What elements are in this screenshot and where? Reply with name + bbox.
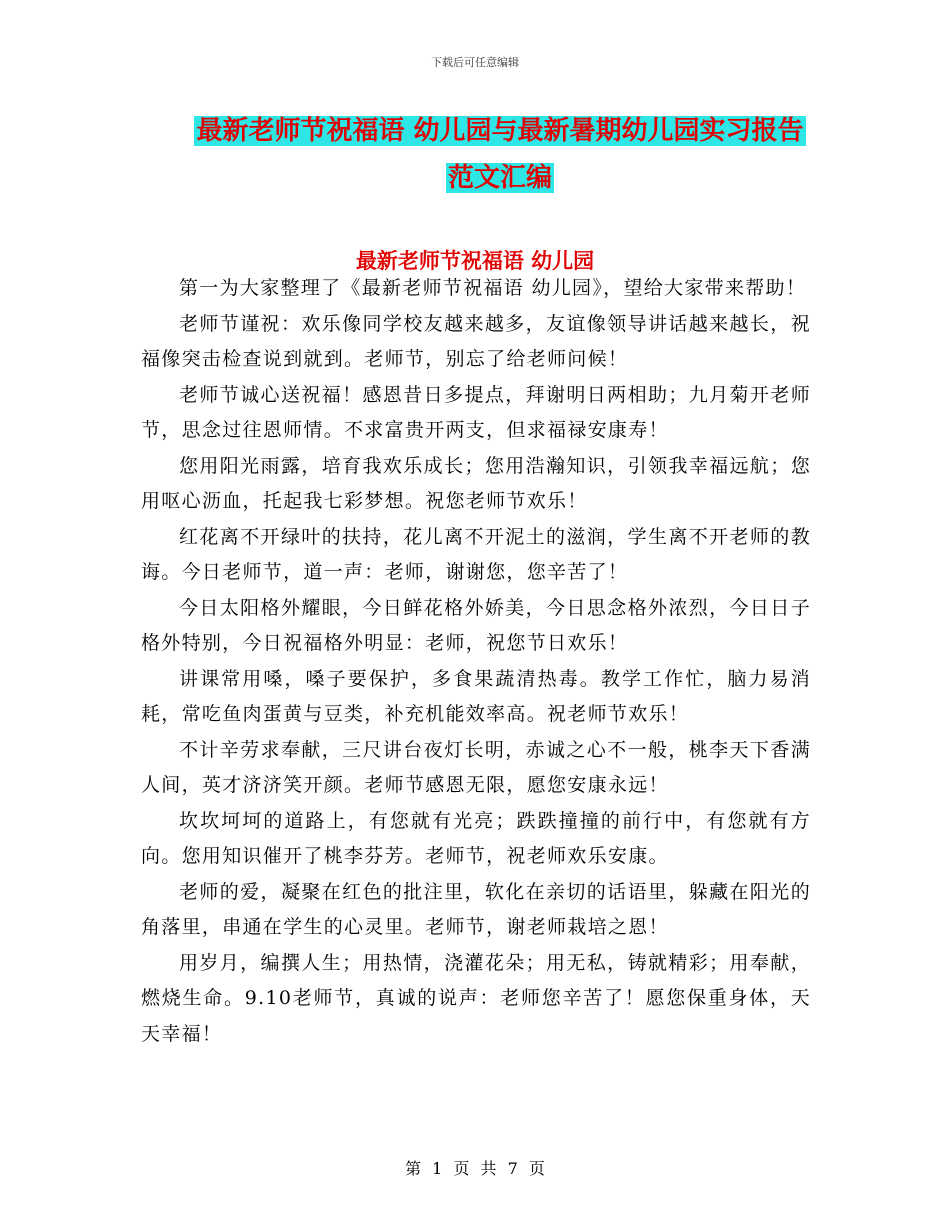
paragraph: 红花离不开绿叶的扶持，花儿离不开泥土的滋润，学生离不开老师的教诲。今日老师节，道一声：老师，谢谢您，您辛苦了！ bbox=[141, 525, 811, 583]
paragraph: 讲课常用嗓，嗓子要保护，多食果蔬清热毒。教学工作忙，脑力易消耗，常吃鱼肉蛋黄与豆类，补充机能效率高。祝老师节欢乐！ bbox=[141, 667, 811, 725]
paragraph: 老师的爱，凝聚在红色的批注里，软化在亲切的话语里，躲藏在阳光的角落里，串通在学生的心灵里。老师节，谢老师栽培之恩！ bbox=[141, 880, 811, 938]
paragraph: 老师节诚心送祝福！感恩昔日多提点，拜谢明日两相助；九月菊开老师节，思念过往恩师情。不求富贵开两支，但求福禄安康寿！ bbox=[141, 383, 811, 441]
paragraph: 您用阳光雨露，培育我欢乐成长；您用浩瀚知识，引领我幸福远航；您用呕心沥血，托起我七彩梦想。祝您老师节欢乐！ bbox=[141, 454, 811, 512]
article-body bbox=[141, 271, 811, 1052]
section-title: 最新老师节祝福语 幼儿园 bbox=[355, 248, 595, 273]
paragraph: 坎坎坷坷的道路上，有您就有光亮；跌跌撞撞的前行中，有您就有方向。您用知识催开了桃李芬芳。老师节，祝老师欢乐安康。 bbox=[141, 809, 811, 867]
page-header-note: 下载后可任意编辑 bbox=[431, 56, 519, 69]
title-line-1: 最新老师节祝福语 幼儿园与最新暑期幼儿园实习报告 bbox=[196, 116, 804, 146]
title-line-2: 范文汇编 bbox=[447, 163, 552, 193]
paragraph: 今日太阳格外耀眼，今日鲜花格外娇美，今日思念格外浓烈，今日日子格外特别，今日祝福格外明显：老师，祝您节日欢乐！ bbox=[141, 596, 811, 654]
paragraph: 老师节谨祝：欢乐像同学校友越来越多，友谊像领导讲话越来越长，祝福像突击检查说到就到。老师节，别忘了给老师问候！ bbox=[141, 312, 811, 370]
paragraph: 不计辛劳求奉献，三尺讲台夜灯长明，赤诚之心不一般，桃李天下香满人间，英才济济笑开颜。老师节感恩无限，愿您安康永远！ bbox=[141, 738, 811, 796]
paragraph: 用岁月，编撰人生；用热情，浇灌花朵；用无私，铸就精彩；用奉献，燃烧生命。9.10老师节，真诚的说声：老师您辛苦了！愿您保重身体，天天幸福！ bbox=[141, 951, 811, 1045]
page-footer: 第 1 页 共 7 页 bbox=[405, 1159, 545, 1178]
document-title bbox=[140, 108, 860, 202]
paragraph: 第一为大家整理了《最新老师节祝福语 幼儿园》，望给大家带来帮助！ bbox=[179, 277, 807, 299]
